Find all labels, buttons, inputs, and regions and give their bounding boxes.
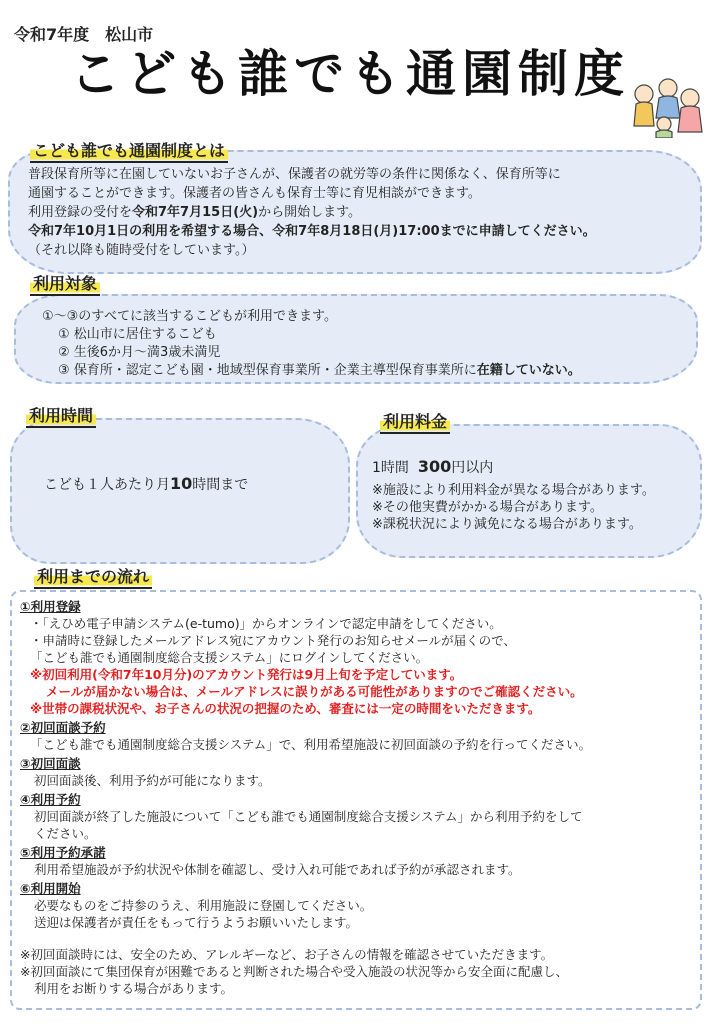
registration-start-date: 令和7年7月15日(火) [132,205,259,220]
step-1-title: ①利用登録 [20,599,81,614]
step-5-line: 利用希望施設が予約状況や体制を確認し、受け入れ可能であれば予約が承認されます。 [34,862,521,877]
fee-note-1: ※施設により利用料金が異なる場合があります。 [372,483,655,498]
step-6-line-1: 必要なものをご持参のうえ、利用施設に登園してください。 [34,898,373,913]
target-item-2: ② 生後6か月～満3歳未満児 [58,345,221,360]
fee-heading: 利用料金 [380,412,450,434]
step-4-title: ④利用予約 [20,792,81,807]
flow-note-1: ※初回面談時には、安全のため、アレルギーなど、お子さんの情報を確認させていただきます。 [20,947,554,962]
rolling-acceptance-note: （それ以降も随時受付をしています。） [28,243,255,258]
about-heading: こども誰でも通園制度とは [30,141,228,163]
step-3-title: ③初回面談 [20,756,81,771]
step-5-title: ⑤利用予約承諾 [20,845,106,860]
target-intro: ①～③のすべてに該当するこどもが利用できます。 [42,309,338,324]
hours-number: 10 [170,474,193,493]
step-4-line-2: ください。 [34,826,97,841]
application-deadline: 令和7年10月1日の利用を希望する場合、令和7年8月18日(月)17:00までに申請してください。 [28,224,596,239]
hours-suffix: 時間まで [192,477,249,493]
step-1-line-1: ・「えひめ電子申請システム(e-tumo)」からオンラインで認定申請をしてください。 [30,616,502,631]
step-1-warning-2: メールが届かない場合は、メールアドレスに誤りがある可能性がありますのでご確認ください。 [46,684,583,699]
target-item-3 [58,362,581,379]
flow-note-3: 利用をお断りする場合があります。 [34,981,234,996]
step-3-line: 初回面談後、利用予約が可能になります。 [34,773,271,788]
flow-heading: 利用までの流れ [34,567,152,589]
fee-unit: 円以内 [451,460,494,476]
step-4-line-1: 初回面談が終了した施設について「こども誰でも通園制度総合支援システム」から利用予約をして [34,809,583,824]
fee-amount-value: 300 [417,457,452,476]
fee-note-2: ※その他実費がかかる場合があります。 [372,500,603,515]
page-title: こども誰でも通園制度 [70,45,630,103]
registration-start-prefix: 利用登録の受付を [28,205,133,220]
fee-hour-label: 1時間 [372,460,409,476]
hours-heading: 利用時間 [26,406,96,428]
about-line-1: 普段保育所等に在園していないお子さんが、保護者の就労等の条件に関係なく、保育所等に [28,167,561,182]
step-1-warning-1: ※初回利用(令和7年10月分)のアカウント発行は9月上旬を予定しています。 [30,667,463,682]
hours-limit [44,474,248,495]
registration-start-suffix: から開始します。 [258,205,362,220]
step-1-warning-3: ※世帯の課税状況や、お子さんの状況の把握のため、審査には一定の時間をいただきます。 [30,701,541,716]
step-2-title: ②初回面談予約 [20,720,106,735]
fee-note-3: ※課税状況により減免になる場合があります。 [372,517,642,532]
target-heading: 利用対象 [30,274,100,296]
step-6-title: ⑥利用開始 [20,881,81,896]
fiscal-year-city-label: 令和7年度 松山市 [14,25,154,44]
step-6-line-2: 送迎は保護者が責任をもって行うようお願いいたします。 [34,915,359,930]
step-1-line-3: 「こども誰でも通園制度総合支援システム」にログインしてください。 [30,650,429,665]
hours-prefix: こども１人あたり月 [44,477,170,493]
about-line-3 [28,204,361,221]
flow-note-2: ※初回面談にて集団保育が困難であると判断された場合や受入施設の状況等から安全面に配慮し、 [20,964,568,979]
step-1-line-2: ・申請時に登録したメールアドレス宛にアカウント発行のお知らせメールが届くので、 [30,633,516,648]
about-line-2: 通園することができます。保護者の皆さんも保育士等に育児相談ができます。 [28,186,481,201]
target-item-3-emphasis: 在籍していない。 [476,363,581,378]
target-item-3-prefix: ③ 保育所・認定こども園・地域型保育事業所・企業主導型保育事業所に [58,363,477,378]
step-2-line: 「こども誰でも通園制度総合支援システム」で、利用希望施設に初回面談の予約を行ってください。 [30,737,592,752]
fee-amount [372,456,493,479]
target-item-1: ① 松山市に居住するこども [58,327,217,342]
children-illustration [630,74,706,138]
